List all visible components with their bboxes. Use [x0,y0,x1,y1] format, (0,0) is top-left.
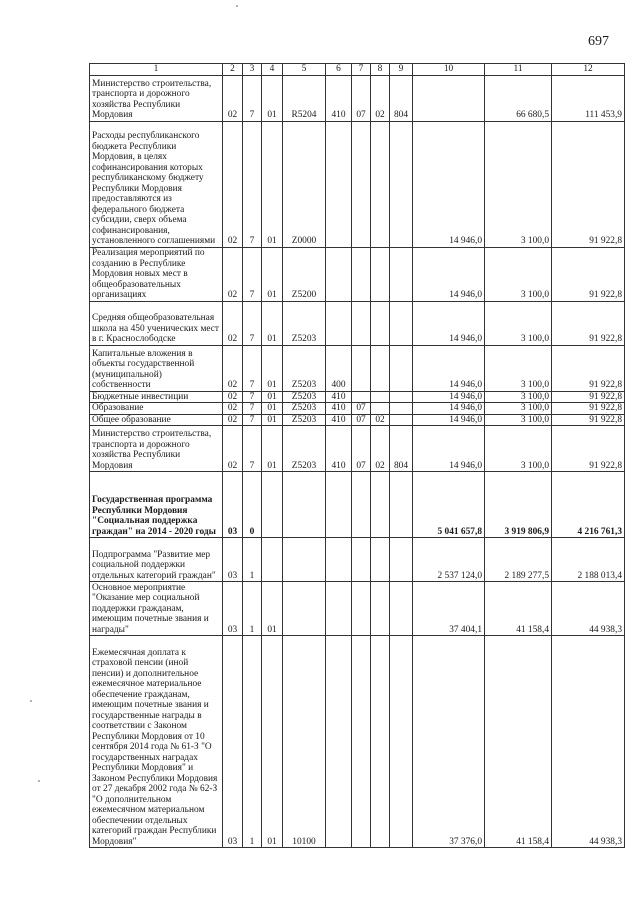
value-cell-3: 1 [243,538,262,582]
row-name-cell: Расходы республиканского бюджета Республики Мордовия, в целях софинансирования которых республиканскому бюджету Республики Мордовия предоставляются из федерального бюджета субсидии, сверх объема софинансирования, установленного соглашениями [90,121,223,247]
value-cell-2: 03 [223,538,243,582]
value-cell-6 [326,582,352,636]
row-name-cell: Средняя общеобразовательная школа на 450 ученических мест в г. Краснослободске [90,301,223,345]
value-cell-11: 3 100,0 [485,403,552,415]
value-cell-8 [371,538,390,582]
value-cell-8 [371,582,390,636]
value-cell-3: 7 [243,414,262,426]
column-header: 1 [90,64,223,76]
value-cell-9 [390,301,413,345]
value-cell-12: 2 188 013,4 [552,538,625,582]
value-cell-9 [390,247,413,301]
row-name-cell: Ежемесячная доплата к страховой пенсии (иной пенсии) и дополнительное ежемесячное материальное обеспечение гражданам, имеющим почетные звания и государственные награды в соответствии с Законом Республики Мордовия от 10 сентября 2014 года № 61-З "О государственных наградах Республики Мордовия" и Законом Республики Мордовия от 27 декабря 2002 года № 62-З "О дополнительном ежемесячном материальном обеспечении отдельных категорий граждан Республики Мордовия" [90,636,223,848]
value-cell-9 [390,472,413,538]
value-cell-5: R5204 [283,75,326,121]
column-header: 5 [283,64,326,76]
value-cell-4: 01 [262,582,283,636]
value-cell-8 [371,247,390,301]
table-row [90,414,625,426]
value-cell-7 [352,538,371,582]
value-cell-7: 07 [352,426,371,472]
value-cell-7: 07 [352,414,371,426]
value-cell-5: Z5203 [283,391,326,403]
value-cell-12: 91 922,8 [552,403,625,415]
table-row [90,538,625,582]
value-cell-9 [390,414,413,426]
value-cell-2: 02 [223,391,243,403]
value-cell-6: 400 [326,345,352,391]
value-cell-12: 91 922,8 [552,247,625,301]
value-cell-3: 7 [243,75,262,121]
value-cell-9: 804 [390,426,413,472]
value-cell-7 [352,636,371,848]
table-row [90,301,625,345]
value-cell-3: 7 [243,391,262,403]
value-cell-9 [390,636,413,848]
value-cell-2: 03 [223,582,243,636]
value-cell-9: 804 [390,75,413,121]
value-cell-9 [390,391,413,403]
value-cell-11: 2 189 277,5 [485,538,552,582]
value-cell-3: 7 [243,247,262,301]
value-cell-7 [352,121,371,247]
table-row [90,121,625,247]
value-cell-2: 02 [223,75,243,121]
value-cell-3: 1 [243,582,262,636]
value-cell-10: 14 946,0 [413,391,485,403]
value-cell-5: Z5203 [283,301,326,345]
value-cell-3: 7 [243,301,262,345]
value-cell-11: 3 100,0 [485,426,552,472]
row-name-cell: Государственная программа Республики Мордовия "Социальная поддержка граждан" на 2014 - 2020 годы [90,472,223,538]
value-cell-9 [390,345,413,391]
value-cell-9 [390,582,413,636]
value-cell-5 [283,538,326,582]
column-header: 10 [413,64,485,76]
row-name-cell: Капитальные вложения в объекты государственной (муниципальной) собственности [90,345,223,391]
value-cell-10: 37 376,0 [413,636,485,848]
value-cell-3: 0 [243,472,262,538]
row-name-cell: Реализация мероприятий по созданию в Республике Мордовия новых мест в общеобразовательных организациях [90,247,223,301]
value-cell-5 [283,472,326,538]
value-cell-2: 02 [223,301,243,345]
value-cell-7 [352,345,371,391]
budget-table [89,63,625,848]
value-cell-4: 01 [262,426,283,472]
row-name-cell: Министерство строительства, транспорта и дорожного хозяйства Республики Мордовия [90,75,223,121]
column-header: 4 [262,64,283,76]
value-cell-8 [371,391,390,403]
value-cell-8 [371,472,390,538]
table-row [90,75,625,121]
value-cell-10: 2 537 124,0 [413,538,485,582]
table-row [90,345,625,391]
value-cell-2: 02 [223,403,243,415]
value-cell-3: 7 [243,345,262,391]
value-cell-12: 91 922,8 [552,121,625,247]
value-cell-12: 91 922,8 [552,301,625,345]
value-cell-11: 3 919 806,9 [485,472,552,538]
value-cell-7 [352,301,371,345]
value-cell-5: Z5203 [283,403,326,415]
value-cell-8: 02 [371,426,390,472]
value-cell-6 [326,247,352,301]
value-cell-10: 14 946,0 [413,426,485,472]
value-cell-3: 1 [243,636,262,848]
value-cell-3: 7 [243,426,262,472]
value-cell-11: 3 100,0 [485,345,552,391]
value-cell-4: 01 [262,75,283,121]
value-cell-2: 03 [223,636,243,848]
value-cell-2: 02 [223,426,243,472]
value-cell-11: 3 100,0 [485,414,552,426]
value-cell-12: 91 922,8 [552,426,625,472]
value-cell-8 [371,301,390,345]
value-cell-6 [326,301,352,345]
value-cell-12: 91 922,8 [552,345,625,391]
value-cell-10: 14 946,0 [413,121,485,247]
value-cell-4: 01 [262,403,283,415]
table-row [90,403,625,415]
value-cell-11: 41 158,4 [485,582,552,636]
column-header: 3 [243,64,262,76]
row-name-cell: Общее образование [90,414,223,426]
value-cell-7 [352,391,371,403]
value-cell-12: 4 216 761,3 [552,472,625,538]
value-cell-12: 111 453,9 [552,75,625,121]
value-cell-2: 02 [223,345,243,391]
value-cell-10: 14 946,0 [413,247,485,301]
value-cell-3: 7 [243,403,262,415]
scan-speck [236,5,238,7]
value-cell-6: 410 [326,391,352,403]
value-cell-5: Z5203 [283,345,326,391]
value-cell-5: Z5200 [283,247,326,301]
value-cell-10 [413,75,485,121]
value-cell-4: 01 [262,121,283,247]
value-cell-10: 5 041 657,8 [413,472,485,538]
value-cell-7 [352,582,371,636]
value-cell-5 [283,582,326,636]
column-header: 11 [485,64,552,76]
value-cell-3: 7 [243,121,262,247]
value-cell-4: 01 [262,414,283,426]
table-row [90,247,625,301]
value-cell-9 [390,538,413,582]
column-header: 7 [352,64,371,76]
value-cell-4: 01 [262,345,283,391]
value-cell-8 [371,403,390,415]
value-cell-6: 410 [326,403,352,415]
value-cell-6 [326,121,352,247]
value-cell-10: 14 946,0 [413,301,485,345]
row-name-cell: Образование [90,403,223,415]
value-cell-10: 14 946,0 [413,403,485,415]
value-cell-8 [371,636,390,848]
row-name-cell: Подпрограмма "Развитие мер социальной поддержки отдельных категорий граждан" [90,538,223,582]
value-cell-8: 02 [371,75,390,121]
value-cell-10: 37 404,1 [413,582,485,636]
value-cell-11: 3 100,0 [485,301,552,345]
table-row [90,472,625,538]
value-cell-5: Z0000 [283,121,326,247]
table-row [90,426,625,472]
value-cell-6: 410 [326,414,352,426]
value-cell-11: 3 100,0 [485,391,552,403]
value-cell-12: 44 938,3 [552,636,625,848]
value-cell-8: 02 [371,414,390,426]
value-cell-4: 01 [262,301,283,345]
value-cell-4: 01 [262,391,283,403]
header-row [90,64,625,76]
value-cell-6 [326,472,352,538]
value-cell-4 [262,472,283,538]
value-cell-2: 02 [223,121,243,247]
value-cell-6: 410 [326,426,352,472]
column-header: 6 [326,64,352,76]
table-row [90,391,625,403]
value-cell-7: 07 [352,403,371,415]
scan-speck [38,780,40,782]
value-cell-11: 41 158,4 [485,636,552,848]
row-name-cell: Бюджетные инвестиции [90,391,223,403]
value-cell-7 [352,472,371,538]
value-cell-11: 66 680,5 [485,75,552,121]
value-cell-11: 3 100,0 [485,247,552,301]
value-cell-5: Z5203 [283,414,326,426]
value-cell-4 [262,538,283,582]
value-cell-4: 01 [262,247,283,301]
value-cell-7 [352,247,371,301]
value-cell-10: 14 946,0 [413,345,485,391]
value-cell-5: Z5203 [283,426,326,472]
scan-speck [30,700,32,702]
page-number: 697 [588,34,609,49]
value-cell-12: 44 938,3 [552,582,625,636]
value-cell-2: 03 [223,472,243,538]
value-cell-6 [326,636,352,848]
value-cell-8 [371,345,390,391]
table-row [90,582,625,636]
table-row [90,636,625,848]
value-cell-2: 02 [223,247,243,301]
row-name-cell: Министерство строительства, транспорта и дорожного хозяйства Республики Мордовия [90,426,223,472]
value-cell-9 [390,121,413,247]
column-header: 12 [552,64,625,76]
value-cell-6 [326,538,352,582]
value-cell-4: 01 [262,636,283,848]
value-cell-7: 07 [352,75,371,121]
value-cell-6: 410 [326,75,352,121]
value-cell-12: 91 922,8 [552,414,625,426]
column-header: 9 [390,64,413,76]
row-name-cell: Основное мероприятие "Оказание мер социальной поддержки гражданам, имеющим почетные звания и награды" [90,582,223,636]
value-cell-8 [371,121,390,247]
column-header: 2 [223,64,243,76]
value-cell-9 [390,403,413,415]
value-cell-10: 14 946,0 [413,414,485,426]
value-cell-11: 3 100,0 [485,121,552,247]
column-header: 8 [371,64,390,76]
value-cell-5: 10100 [283,636,326,848]
value-cell-12: 91 922,8 [552,391,625,403]
value-cell-2: 02 [223,414,243,426]
